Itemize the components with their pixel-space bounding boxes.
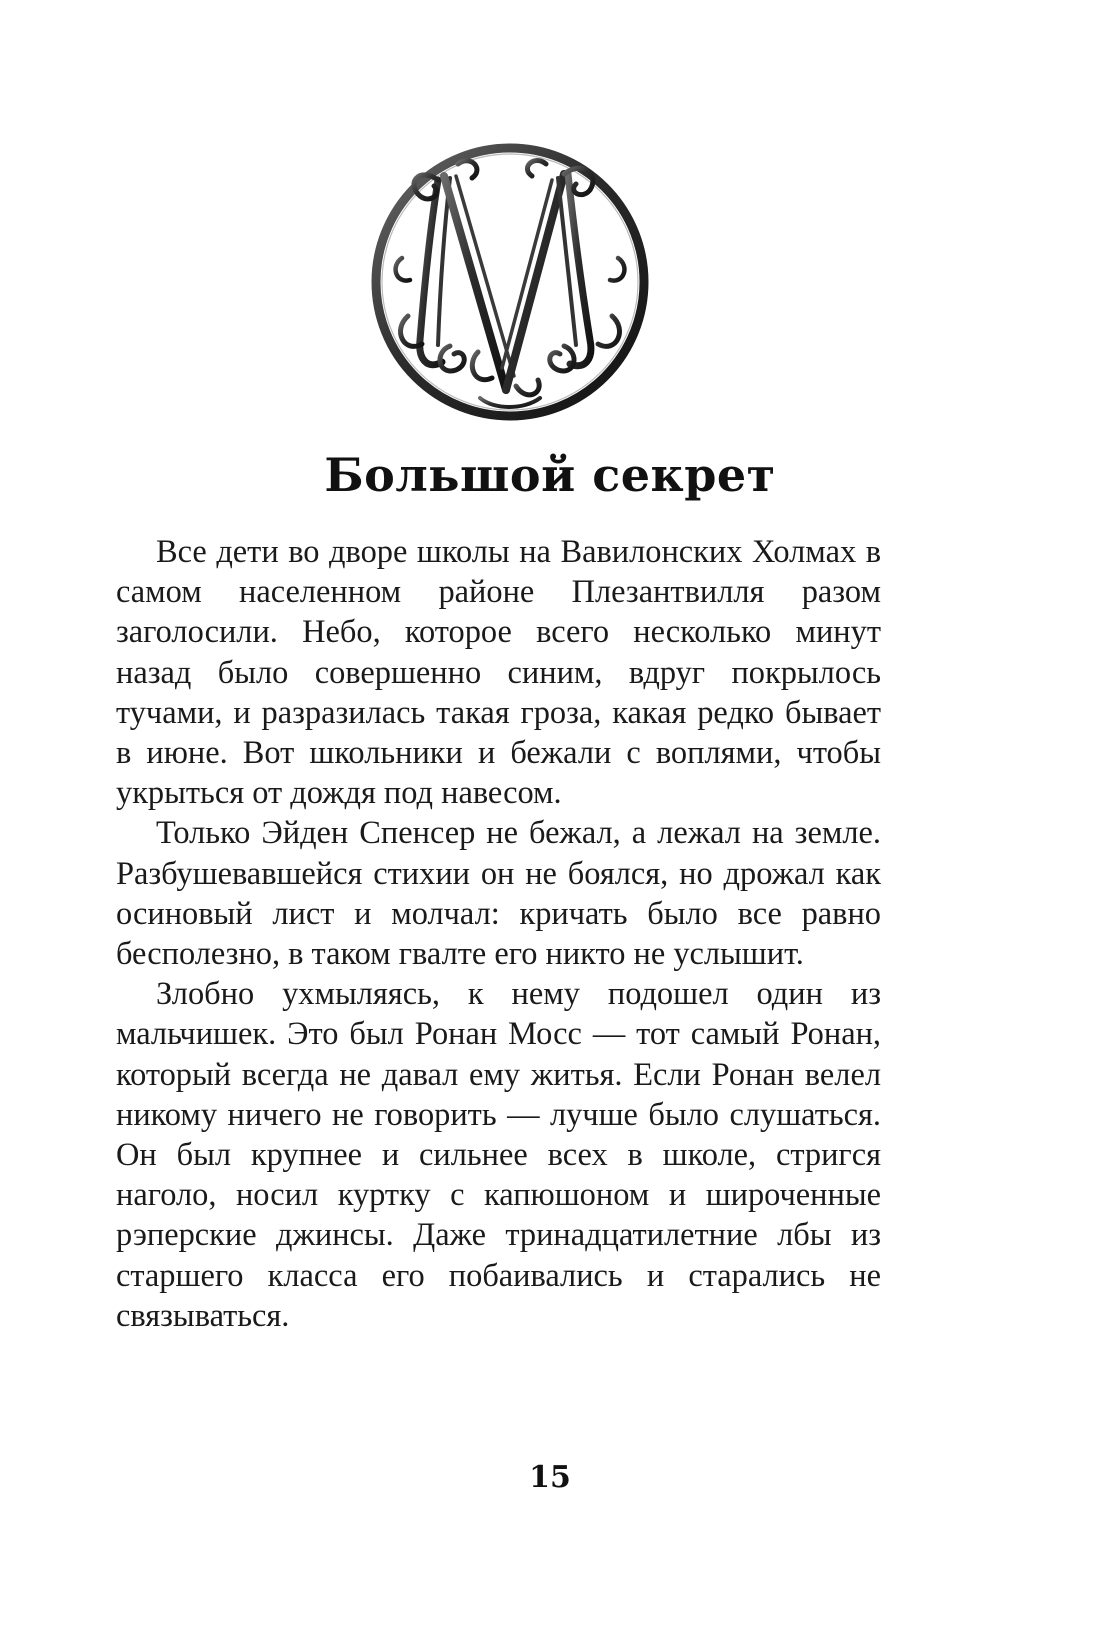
page-number: 15 [529, 1460, 571, 1495]
chapter-title: Большой секрет [324, 448, 776, 502]
monogram-m-emblem-icon [368, 140, 652, 424]
chapter-text [116, 532, 881, 1336]
paragraph: Только Эйден Спенсер не бежал, а лежал на земле. Разбушевавшейся стихии он не боялся, но дрожал как осиновый лист и молчал: кричать было все равно бесполезно, в таком гвалте его никто не услышит. [116, 815, 881, 973]
paragraph: Все дети во дворе школы на Вавилонских Холмах в самом населенном районе Плезантвилля разом заголосили. Небо, которое всего несколько минут назад было совершенно синим, вдруг покрылось тучами, и разразилась такая гроза, какая редко бывает в июне. Вот школьники и бежали с воплями, чтобы укрыться от дождя под навесом. [116, 534, 881, 812]
paragraph: Злобно ухмыляясь, к нему подошел один из мальчишек. Это был Ронан Мосс — тот самый Ронан, который всегда не давал ему житья. Если Ронан велел никому ничего не говорить — лучше было слушаться. Он был крупнее и сильнее всех в школе, стригся наголо, носил куртку с капюшоном и широченные рэперские джинсы. Даже тринадцатилетние лбы из старшего класса его побаивались и старались не связываться. [116, 976, 881, 1334]
